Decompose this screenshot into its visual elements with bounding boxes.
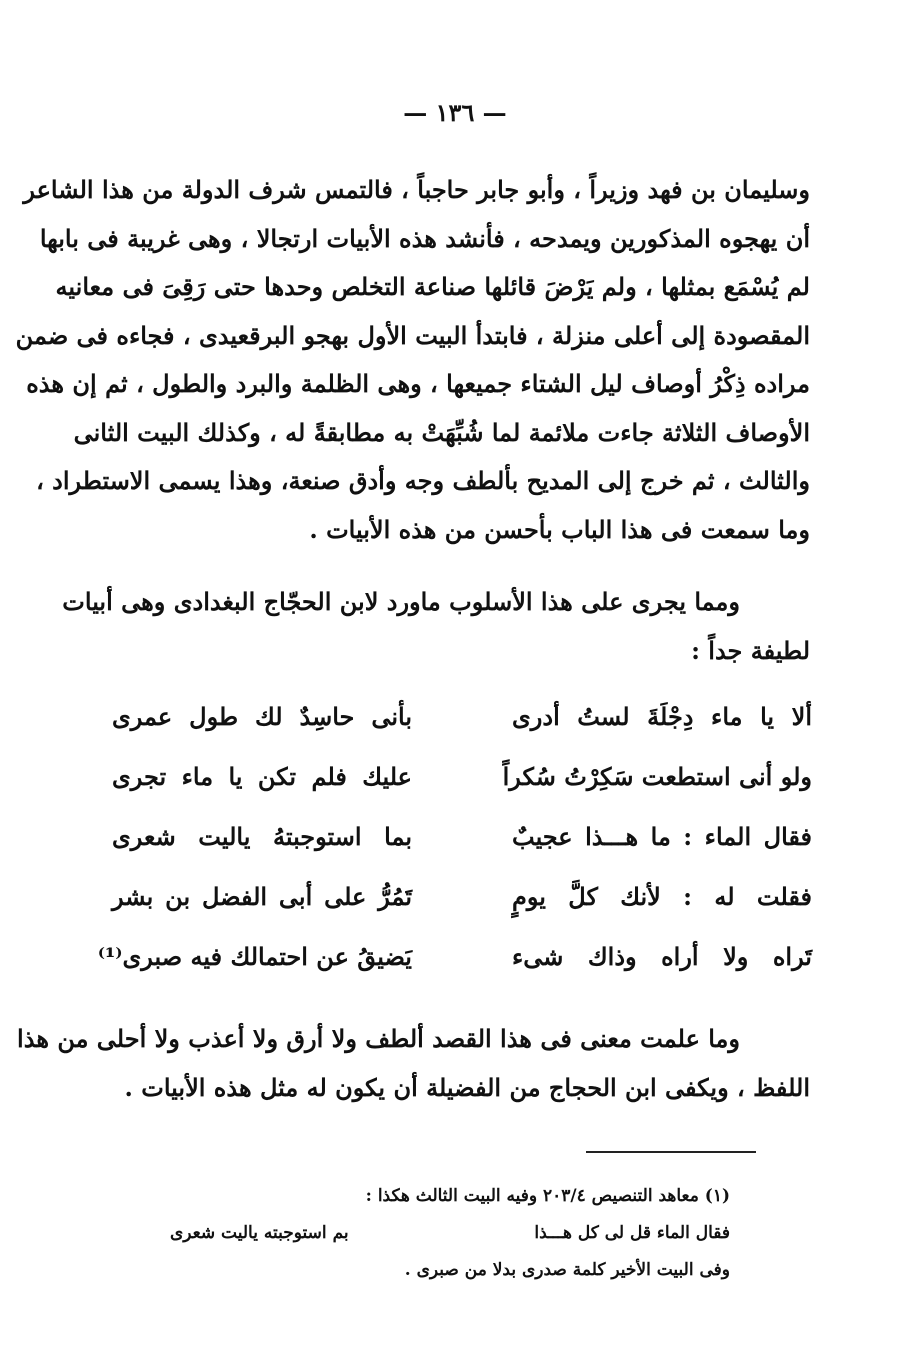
text-line: المقصودة إلى أعلى منزلة ، فابتدأ البيت الأول بهجو البرقعيدى ، فجاءه فى ضمن [15, 320, 810, 350]
verse-first-hemistich: ولو أنى استطعت سَكِرْتُ سُكراً [502, 762, 812, 791]
verse-second-hemistich: بأنى حاسِدٌ لك طول عمرى [112, 702, 412, 731]
text-line: الأوصاف الثلاثة جاءت ملائمة لما شُبِّهَتْ به مطابقةً له ، وكذلك البيت الثانى [73, 417, 810, 447]
verse-first-hemistich: فقلت له : لأنك كلَّ يومٍ [512, 882, 812, 911]
verse-first-hemistich: فقال الماء : ما هـــذا عجيبٌ [512, 822, 812, 851]
footnote-verse [170, 1215, 730, 1252]
paragraph-2 [62, 578, 810, 675]
paragraph-3 [17, 1015, 810, 1112]
paragraph-1 [15, 166, 810, 554]
text-line: اللفظ ، ويكفى ابن الحجاج من الفضيلة أن يكون له مثل هذه الأبيات . [124, 1072, 810, 1102]
text-line: وما علمت معنى فى هذا القصد ألطف ولا أرق ولا أعذب ولا أحلى من هذا [17, 1024, 740, 1053]
text-line: أن يهجوه المذكورين ويمدحه ، فأنشد هذه الأبيات ارتجالا ، وهى غريبة فى بابها [39, 223, 810, 253]
verse-second-hemistich: يَضيقُ عن احتمالك فيه صبرى⁽¹⁾ [97, 942, 412, 971]
verse-second-hemistich: عليك فلم تكن يا ماء تجرى [112, 762, 412, 791]
poem-verse [112, 822, 812, 882]
text-line: وسليمان بن فهد وزيراً ، وأبو جابر حاجباً ، فالتمس شرف الدولة من هذا الشاعر [23, 175, 810, 204]
verse-second-hemistich: بما استوجبتهُ ياليت شعرى [112, 822, 412, 851]
footnote-line: وفى البيت الأخير كلمة صدرى بدلا من صبرى . [404, 1260, 730, 1280]
text-line: ومما يجرى على هذا الأسلوب ماورد لابن الحجّاج البغدادى وهى أبيات [62, 587, 740, 616]
verse-second-hemistich: تَمُرُّ على أبى الفضل بن بشر [112, 882, 412, 911]
footnote-verse-second: بم استوجبته ياليت شعرى [170, 1223, 349, 1243]
poem [97, 702, 812, 1002]
poem-verse [112, 762, 812, 822]
footnotes [170, 1178, 730, 1289]
text-line: لم يُسْمَع بمثلها ، ولم يَرْضَ قائلها صناعة التخلص وحدها حتى رَقِىَ فى معانيه [55, 272, 810, 301]
verse-first-hemistich: تَراه ولا أراه وذاك شىء [512, 942, 812, 971]
text-line: وما سمعت فى هذا الباب بأحسن من هذه الأبيات . [309, 514, 810, 544]
footnote-verse-first: فقال الماء قل لى كل هـــذا [534, 1223, 730, 1243]
verse-first-hemistich: ألا يا ماء دِجْلَةَ لستُ أدرى [512, 702, 812, 731]
poem-verse [112, 882, 812, 942]
poem-verse [97, 942, 812, 1002]
footnote-line: (١) معاهد التنصيص ٢٠٣/٤ وفيه البيت الثالث هكذا : [365, 1186, 730, 1206]
text-line: لطيفة جداً : [691, 635, 810, 665]
poem-verse [112, 702, 812, 762]
text-line: والثالث ، ثم خرج إلى المديح بألطف وجه وأدق صنعة، وهذا يسمى الاستطراد ، [36, 466, 810, 495]
footnote-divider [586, 1151, 756, 1153]
text-line: مراده ذِكْرُ أوصاف ليل الشتاء جميعها ، وهى الظلمة والبرد والطول ، ثم إن هذه [26, 369, 810, 398]
page-number: — ١٣٦ — [403, 98, 507, 127]
